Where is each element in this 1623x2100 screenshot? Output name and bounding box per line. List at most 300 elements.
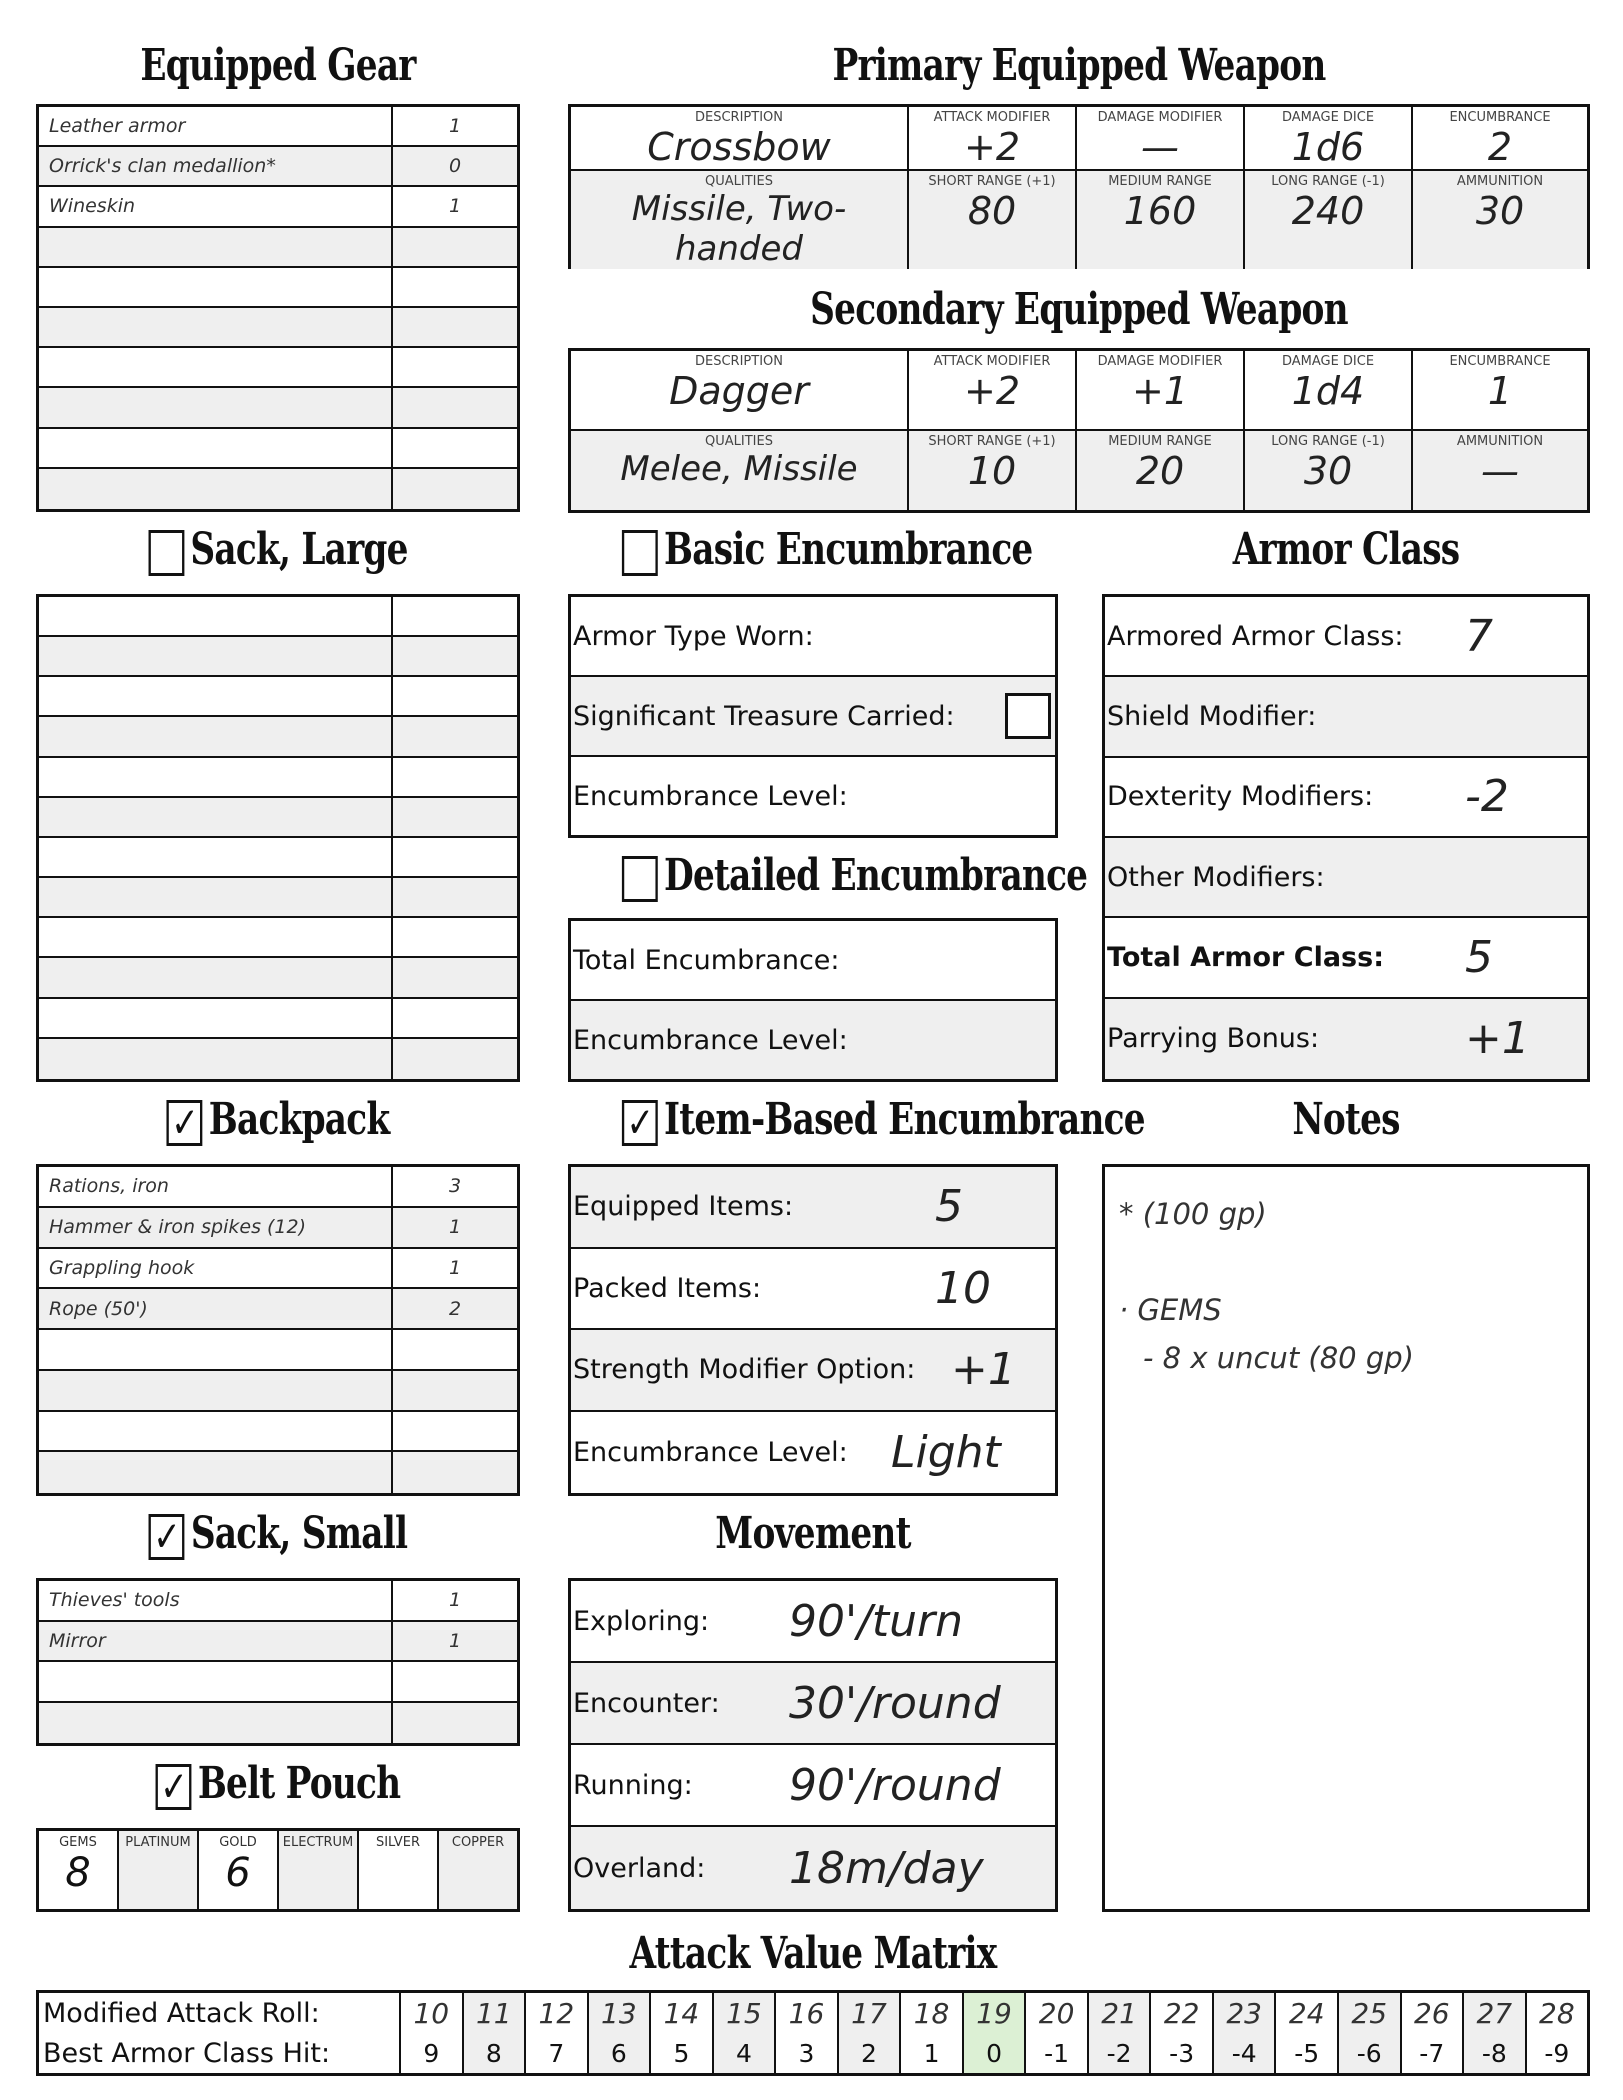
weapon-field-label: LONG RANGE (-1) — [1271, 174, 1385, 189]
weapon-cell[interactable] — [1077, 431, 1245, 511]
notes-title: Notes — [1292, 1094, 1400, 1145]
weapon-field-label: DAMAGE MODIFIER — [1097, 354, 1223, 369]
attack-roll-value: 24 — [1288, 1996, 1325, 2030]
table-row[interactable] — [39, 958, 517, 998]
item-qty[interactable]: 1 — [448, 195, 462, 218]
attack-matrix-labels — [39, 1993, 401, 2073]
attack-matrix-column — [1026, 1993, 1089, 2073]
item-qty[interactable] — [393, 1703, 517, 1744]
coin-label: SILVER — [375, 1835, 421, 1850]
armor-class-hit-value: 5 — [673, 2038, 690, 2068]
item-qty[interactable] — [393, 1662, 517, 1701]
coin-cell[interactable] — [439, 1831, 517, 1909]
table-row[interactable] — [39, 1371, 517, 1412]
item-encumbrance-value: Light — [891, 1426, 1001, 1478]
item-encumbrance-label: Strength Modifier Option: — [573, 1354, 916, 1386]
table-row[interactable] — [39, 1167, 517, 1208]
item-name[interactable]: Mirror — [39, 1622, 393, 1661]
table-row[interactable] — [39, 717, 517, 757]
item-name[interactable] — [39, 878, 393, 916]
attack-matrix-column — [839, 1993, 902, 2073]
movement-value: 90'/turn — [789, 1595, 964, 1647]
total-encumbrance-label: Total Encumbrance: — [573, 944, 840, 976]
attack-matrix-column — [1151, 1993, 1214, 2073]
item-encumbrance-label: Equipped Items: — [573, 1191, 794, 1223]
backpack-title — [89, 1094, 467, 1147]
weapon-cell[interactable] — [1245, 171, 1413, 269]
secondary-weapon-table — [568, 348, 1590, 513]
table-row[interactable] — [39, 838, 517, 878]
attack-matrix-column — [901, 1993, 964, 2073]
table-row[interactable] — [39, 1330, 517, 1371]
item-qty[interactable] — [393, 958, 517, 996]
item-name[interactable] — [39, 429, 393, 467]
item-encumbrance-value: 5 — [935, 1181, 963, 1233]
table-row[interactable] — [39, 187, 517, 227]
item-name[interactable] — [39, 677, 393, 715]
backpack-checkbox[interactable]: ✓ — [167, 1100, 203, 1146]
item-qty[interactable]: 1 — [448, 1256, 462, 1279]
attack-roll-value: 15 — [726, 1996, 762, 2030]
item-name[interactable] — [39, 798, 393, 836]
primary-weapon-title: Primary Equipped Weapon — [832, 40, 1326, 91]
attack-roll-value: 26 — [1413, 1996, 1450, 2030]
table-row[interactable] — [39, 1412, 517, 1453]
weapon-field-value: 80 — [967, 189, 1017, 233]
item-name[interactable] — [39, 1703, 393, 1744]
armor-class-hit-value: -5 — [1294, 2038, 1320, 2068]
attack-matrix-table — [36, 1990, 1590, 2076]
weapon-field-label: ATTACK MODIFIER — [933, 110, 1051, 125]
item-encumbrance-row[interactable] — [571, 1330, 1055, 1412]
belt-pouch-coins — [36, 1828, 520, 1912]
attack-roll-value: 12 — [538, 1996, 575, 2030]
armor-class-row[interactable] — [1105, 838, 1587, 918]
attack-roll-value: 23 — [1226, 1996, 1262, 2030]
item-name[interactable]: Hammer & iron spikes (12) — [39, 1208, 393, 1247]
armor-class-row[interactable] — [1105, 918, 1587, 998]
armor-class-hit-value: -7 — [1419, 2038, 1445, 2068]
item-qty[interactable] — [393, 1039, 517, 1079]
attack-roll-value: 20 — [1038, 1996, 1075, 2030]
armor-type-label: Armor Type Worn: — [573, 620, 814, 652]
armor-class-label: Other Modifiers: — [1107, 861, 1325, 893]
armor-class-hit-value: 9 — [423, 2038, 440, 2068]
weapon-field-value: — — [1141, 125, 1179, 169]
item-qty[interactable] — [393, 1371, 517, 1410]
basic-encumbrance-level-label: Encumbrance Level: — [573, 780, 848, 812]
movement-label: Running: — [573, 1769, 693, 1801]
armor-class-label: Shield Modifier: — [1107, 700, 1317, 732]
item-qty[interactable]: 1 — [448, 1589, 462, 1612]
weapon-field-label: MEDIUM RANGE — [1108, 433, 1212, 449]
coin-cell[interactable] — [359, 1831, 439, 1909]
weapon-cell[interactable] — [1245, 431, 1413, 511]
belt-pouch-checkbox[interactable]: ✓ — [156, 1764, 192, 1810]
weapon-field-label: QUALITIES — [705, 433, 773, 449]
item-name[interactable] — [39, 758, 393, 796]
attack-matrix-column — [1464, 1993, 1527, 2073]
item-encumbrance-value: +1 — [951, 1344, 1016, 1396]
armor-class-hit-value: 2 — [861, 2038, 877, 2068]
armor-class-hit-value: -9 — [1544, 2038, 1570, 2068]
movement-row[interactable] — [571, 1745, 1055, 1827]
item-name[interactable] — [39, 717, 393, 755]
armor-class-form — [1102, 594, 1590, 1082]
item-name[interactable]: Leather armor — [39, 107, 393, 145]
movement-value: 30'/round — [789, 1677, 1001, 1729]
armor-class-title: Armor Class — [1232, 524, 1460, 575]
attack-roll-value: 14 — [663, 1996, 700, 2030]
notes-line: · GEMS — [1119, 1293, 1222, 1327]
table-row[interactable] — [39, 1703, 517, 1744]
sack-small-table — [36, 1578, 520, 1746]
item-qty[interactable]: 0 — [448, 155, 462, 178]
item-qty[interactable] — [393, 1452, 517, 1493]
item-name[interactable] — [39, 999, 393, 1037]
table-row[interactable] — [39, 677, 517, 717]
table-row[interactable] — [39, 1289, 517, 1330]
treasure-checkbox[interactable] — [1005, 693, 1051, 739]
attack-matrix-column — [964, 1993, 1027, 2073]
weapon-field-value: Crossbow — [647, 125, 831, 169]
item-qty[interactable] — [393, 348, 517, 386]
movement-row[interactable] — [571, 1581, 1055, 1663]
armor-class-hit-value: 8 — [485, 2038, 502, 2068]
weapon-field-label: ENCUMBRANCE — [1449, 110, 1551, 125]
item-name[interactable] — [39, 1371, 393, 1410]
weapon-cell[interactable] — [909, 351, 1077, 431]
armor-class-hit-value: -6 — [1356, 2038, 1382, 2068]
armor-class-hit-value: 1 — [923, 2038, 940, 2068]
item-qty[interactable]: 1 — [448, 1216, 462, 1239]
weapon-field-value: 2 — [1487, 125, 1513, 169]
item-qty[interactable]: 1 — [448, 1629, 462, 1652]
sack-small-checkbox[interactable]: ✓ — [149, 1514, 185, 1560]
table-row[interactable] — [39, 429, 517, 469]
item-name[interactable] — [39, 637, 393, 675]
weapon-field-value: 30 — [1475, 189, 1525, 233]
armor-class-hit-value: 3 — [798, 2038, 815, 2068]
weapon-field-value: +2 — [963, 369, 1021, 413]
armor-class-label: Dexterity Modifiers: — [1107, 781, 1374, 813]
equipped-gear-table — [36, 104, 520, 512]
movement-value: 18m/day — [789, 1842, 984, 1894]
weapon-cell[interactable] — [1413, 351, 1587, 431]
total-encumbrance-row[interactable] — [571, 921, 1055, 1001]
attack-roll-value: 28 — [1539, 1996, 1575, 2030]
weapon-cell[interactable] — [909, 431, 1077, 511]
table-row[interactable] — [39, 107, 517, 147]
item-name[interactable]: Grappling hook — [39, 1249, 393, 1288]
attack-matrix-column — [714, 1993, 777, 2073]
item-encumbrance-row[interactable] — [571, 1412, 1055, 1494]
weapon-field-label: ATTACK MODIFIER — [933, 354, 1051, 369]
weapon-field-value: 160 — [1123, 189, 1197, 233]
weapon-cell[interactable] — [1413, 171, 1587, 269]
item-qty[interactable] — [393, 878, 517, 916]
table-row[interactable] — [39, 637, 517, 677]
attack-matrix-column — [1527, 1993, 1588, 2073]
table-row[interactable] — [39, 1039, 517, 1079]
item-qty[interactable]: 1 — [448, 115, 462, 138]
item-name[interactable] — [39, 469, 393, 509]
weapon-field-value: +1 — [1131, 369, 1189, 413]
armor-class-hit-value: -8 — [1481, 2038, 1507, 2068]
attack-matrix-column — [1402, 1993, 1465, 2073]
item-qty[interactable] — [393, 999, 517, 1037]
best-armor-class-hit-label: Best Armor Class Hit: — [43, 2037, 331, 2069]
armor-class-row[interactable] — [1105, 758, 1587, 838]
item-name[interactable] — [39, 838, 393, 876]
armor-class-value: 7 — [1465, 610, 1493, 662]
attack-roll-value: 22 — [1163, 1996, 1200, 2030]
detailed-encumbrance-checkbox[interactable] — [622, 856, 658, 902]
weapon-field-label: DESCRIPTION — [695, 354, 783, 369]
table-row[interactable] — [39, 999, 517, 1039]
attack-roll-value: 13 — [601, 1996, 637, 2030]
weapon-field-label: AMMUNITION — [1456, 433, 1544, 449]
item-name[interactable] — [39, 348, 393, 386]
item-name[interactable] — [39, 388, 393, 426]
item-encumbrance-checkbox[interactable]: ✓ — [622, 1100, 658, 1146]
notes-line: * (100 gp) — [1119, 1197, 1267, 1231]
basic-encumbrance-checkbox[interactable] — [622, 530, 658, 576]
notes-box[interactable] — [1102, 1164, 1590, 1912]
table-row[interactable] — [39, 918, 517, 958]
detailed-encumbrance-title — [622, 850, 1088, 902]
item-qty[interactable] — [393, 597, 517, 635]
table-row[interactable] — [39, 388, 517, 428]
item-name[interactable] — [39, 268, 393, 306]
weapon-cell[interactable] — [1413, 107, 1587, 171]
item-encumbrance-value: 10 — [935, 1262, 991, 1314]
belt-pouch-title — [89, 1758, 467, 1811]
weapon-field-label: QUALITIES — [705, 174, 773, 189]
table-row[interactable] — [39, 1249, 517, 1290]
item-name[interactable] — [39, 1662, 393, 1701]
armor-class-row[interactable] — [1105, 677, 1587, 757]
item-name[interactable]: Rope (50') — [39, 1289, 393, 1328]
coin-label: PLATINUM — [125, 1835, 191, 1850]
weapon-cell[interactable] — [571, 171, 909, 269]
armor-class-value: +1 — [1465, 1013, 1530, 1065]
weapon-field-value: 1d6 — [1291, 125, 1365, 169]
attack-matrix-column — [1339, 1993, 1402, 2073]
basic-encumbrance-form — [568, 594, 1058, 838]
weapon-field-value: 1d4 — [1291, 369, 1365, 413]
item-name[interactable] — [39, 1039, 393, 1079]
armor-class-hit-value: -2 — [1106, 2038, 1132, 2068]
armor-class-label: Armored Armor Class: — [1107, 620, 1404, 652]
weapon-field-value: 30 — [1303, 448, 1353, 493]
treasure-label: Significant Treasure Carried: — [573, 700, 955, 732]
item-name[interactable]: Wineskin — [39, 187, 393, 225]
item-name[interactable] — [39, 597, 393, 635]
item-name[interactable] — [39, 308, 393, 346]
attack-matrix-column — [464, 1993, 527, 2073]
weapon-cell[interactable] — [571, 107, 909, 171]
weapon-field-label: SHORT RANGE (+1) — [928, 174, 1056, 189]
coin-value: 8 — [65, 1850, 91, 1896]
item-encumbrance-form — [568, 1164, 1058, 1496]
equipped-gear-title: Equipped Gear — [140, 40, 416, 91]
item-name[interactable]: Rations, iron — [39, 1167, 393, 1206]
table-row[interactable] — [39, 308, 517, 348]
weapon-field-value: 240 — [1291, 189, 1365, 233]
movement-title: Movement — [715, 1508, 911, 1559]
item-name[interactable] — [39, 228, 393, 266]
table-row[interactable] — [39, 228, 517, 268]
detailed-encumbrance-label: Detailed Encumbrance — [664, 850, 1088, 901]
sack-large-label: Sack, Large — [190, 524, 408, 575]
item-qty[interactable] — [393, 469, 517, 509]
sack-large-title — [89, 524, 467, 576]
armor-class-hit-value: -3 — [1169, 2038, 1195, 2068]
item-qty[interactable] — [393, 228, 517, 266]
weapon-cell[interactable] — [1077, 107, 1245, 171]
attack-matrix-column — [401, 1993, 464, 2073]
weapon-cell[interactable] — [571, 351, 909, 431]
weapon-field-label: AMMUNITION — [1456, 174, 1544, 189]
item-qty[interactable] — [393, 388, 517, 426]
detailed-encumbrance-level-label: Encumbrance Level: — [573, 1024, 848, 1056]
notes-line: - 8 x uncut (80 gp) — [1143, 1341, 1414, 1375]
table-row[interactable] — [39, 758, 517, 798]
weapon-cell[interactable] — [1245, 351, 1413, 431]
item-encumbrance-row[interactable] — [571, 1167, 1055, 1249]
coin-value: 6 — [225, 1850, 251, 1896]
detailed-encumbrance-level-row[interactable] — [571, 1001, 1055, 1079]
attack-roll-value: 25 — [1351, 1996, 1388, 2030]
sack-large-checkbox[interactable] — [148, 530, 184, 576]
attack-roll-value: 19 — [976, 1996, 1012, 2030]
armor-class-label: Total Armor Class: — [1107, 941, 1385, 973]
weapon-cell[interactable] — [909, 171, 1077, 269]
backpack-label: Backpack — [208, 1094, 390, 1145]
attack-matrix-column — [776, 1993, 839, 2073]
item-name[interactable]: Thieves' tools — [39, 1581, 393, 1620]
weapon-cell[interactable] — [1413, 431, 1587, 511]
item-name[interactable]: Orrick's clan medallion* — [39, 147, 393, 185]
item-qty[interactable] — [393, 637, 517, 675]
coin-label: GEMS — [59, 1835, 97, 1850]
table-row[interactable] — [39, 1452, 517, 1493]
item-name[interactable] — [39, 918, 393, 956]
weapon-field-label: DAMAGE MODIFIER — [1097, 110, 1223, 125]
basic-encumbrance-level-row[interactable] — [571, 757, 1055, 835]
coin-label: COPPER — [451, 1835, 505, 1850]
table-row[interactable] — [39, 1622, 517, 1663]
coin-cell[interactable] — [39, 1831, 119, 1909]
weapon-field-value: — — [1481, 448, 1519, 493]
movement-value: 90'/round — [789, 1759, 1001, 1811]
weapon-cell[interactable] — [571, 431, 909, 511]
item-qty[interactable] — [393, 838, 517, 876]
armor-type-row[interactable] — [571, 597, 1055, 677]
movement-row[interactable] — [571, 1663, 1055, 1745]
item-name[interactable] — [39, 1412, 393, 1451]
weapon-cell[interactable] — [909, 107, 1077, 171]
item-encumbrance-label: Encumbrance Level: — [573, 1436, 848, 1468]
weapon-field-label: DAMAGE DICE — [1281, 354, 1375, 369]
table-row[interactable] — [39, 597, 517, 637]
coin-cell[interactable] — [279, 1831, 359, 1909]
item-encumbrance-title — [622, 1094, 1145, 1147]
armor-class-value: -2 — [1465, 771, 1509, 823]
attack-matrix-column — [526, 1993, 589, 2073]
item-name[interactable] — [39, 958, 393, 996]
weapon-field-label: SHORT RANGE (+1) — [928, 433, 1056, 449]
coin-label: GOLD — [219, 1835, 257, 1850]
table-row[interactable] — [39, 348, 517, 388]
movement-row[interactable] — [571, 1827, 1055, 1909]
detailed-encumbrance-form — [568, 918, 1058, 1082]
coin-cell[interactable] — [199, 1831, 279, 1909]
item-name[interactable] — [39, 1452, 393, 1493]
item-qty[interactable]: 2 — [448, 1297, 462, 1320]
coin-cell[interactable] — [119, 1831, 199, 1909]
weapon-field-label: DESCRIPTION — [695, 110, 783, 125]
armor-class-row[interactable] — [1105, 999, 1587, 1079]
attack-roll-value: 10 — [413, 1996, 450, 2030]
attack-roll-value: 17 — [851, 1996, 887, 2030]
backpack-table — [36, 1164, 520, 1496]
item-name[interactable] — [39, 1330, 393, 1369]
item-qty[interactable] — [393, 1330, 517, 1369]
primary-weapon-table — [568, 104, 1590, 269]
item-qty[interactable] — [393, 717, 517, 755]
attack-roll-value: 11 — [475, 1996, 512, 2030]
coin-label: ELECTRUM — [282, 1835, 354, 1850]
table-row[interactable] — [39, 1208, 517, 1249]
attack-matrix-column — [651, 1993, 714, 2073]
weapon-cell[interactable] — [1077, 351, 1245, 431]
armor-class-hit-value: -1 — [1044, 2038, 1070, 2068]
weapon-field-value: Melee, Missile — [620, 448, 858, 489]
secondary-weapon-title: Secondary Equipped Weapon — [810, 284, 1348, 335]
weapon-field-value: 10 — [967, 448, 1017, 493]
table-row[interactable] — [39, 1662, 517, 1703]
table-row[interactable] — [39, 469, 517, 509]
attack-matrix-title: Attack Value Matrix — [629, 1928, 997, 1979]
armor-class-row[interactable] — [1105, 597, 1587, 677]
movement-label: Encounter: — [573, 1687, 720, 1719]
table-row[interactable] — [39, 798, 517, 838]
item-qty[interactable] — [393, 429, 517, 467]
item-qty[interactable] — [393, 758, 517, 796]
weapon-field-value: 1 — [1487, 369, 1513, 413]
table-row[interactable] — [39, 268, 517, 308]
item-encumbrance-label: Item-Based Encumbrance — [664, 1094, 1145, 1145]
item-qty[interactable] — [393, 268, 517, 306]
item-encumbrance-row[interactable] — [571, 1249, 1055, 1331]
item-qty[interactable]: 3 — [448, 1175, 462, 1198]
table-row[interactable] — [39, 1581, 517, 1622]
weapon-cell[interactable] — [1245, 107, 1413, 171]
item-qty[interactable] — [393, 1412, 517, 1451]
table-row[interactable] — [39, 878, 517, 918]
weapon-field-label: ENCUMBRANCE — [1449, 354, 1551, 369]
item-qty[interactable] — [393, 918, 517, 956]
table-row[interactable] — [39, 147, 517, 187]
attack-matrix-column — [589, 1993, 652, 2073]
item-qty[interactable] — [393, 308, 517, 346]
item-qty[interactable] — [393, 677, 517, 715]
weapon-cell[interactable] — [1077, 171, 1245, 269]
item-qty[interactable] — [393, 798, 517, 836]
weapon-field-label: LONG RANGE (-1) — [1271, 433, 1385, 449]
